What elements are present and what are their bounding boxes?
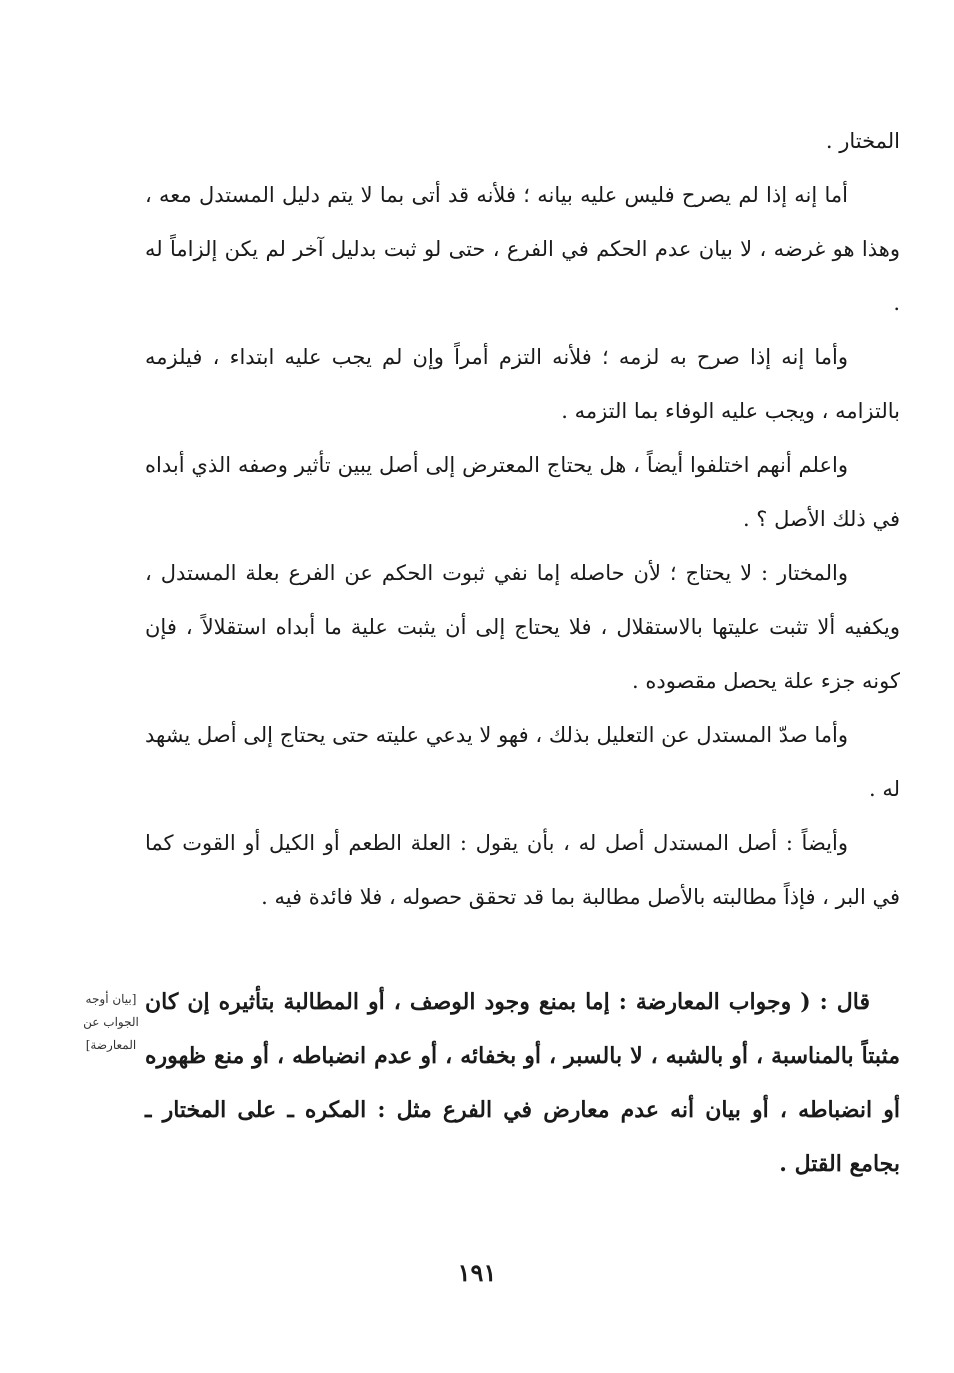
margin-note-line: [بيان أوجه xyxy=(85,992,137,1006)
margin-note-line: الجواب عن xyxy=(83,1015,139,1029)
margin-note-line: المعارضة] xyxy=(85,1038,137,1052)
paragraph: والمختار : لا يحتاج ؛ لأن حاصله إما نفي ثبوت الحكم عن الفرع بعلة المستدل ، ويكفيه ألا تثبت عليتها بالاستقلال ، فلا يحتاج إلى أن يثبت علية ما أبداه استقلالاً ، فإن كونه جزء علة يحصل مقصوده . xyxy=(145,561,900,693)
opening-line: المختار . xyxy=(825,129,900,153)
paragraph: وأما صدّ المستدل عن التعليل بذلك ، فهو لا يدعي عليته حتى يحتاج إلى أصل يشهد له . xyxy=(145,723,900,801)
margin-note xyxy=(78,988,144,1057)
paragraph: وأيضاً : أصل المستدل أصل له ، بأن يقول : العلة الطعم أو الكيل أو القوت كما في البر ، فإذاً مطالبته بالأصل مطالبة بما قد تحقق حصوله ، فلا فائدة فيه . xyxy=(145,831,900,909)
paragraph: واعلم أنهم اختلفوا أيضاً ، هل يحتاج المعترض إلى أصل يبين تأثير وصفه الذي أبداه في ذلك الأصل ؟ . xyxy=(145,453,900,531)
paragraph: وأما إنه إذا صرح به لزمه ؛ فلأنه التزم أمراً وإن لم يجب عليه ابتداء ، فيلزمه بالتزامه ، ويجب عليه الوفاء بما التزمه . xyxy=(145,345,900,423)
quote-paragraph: قال : ( وجواب المعارضة : إما بمنع وجود الوصف ، أو المطالبة بتأثيره إن كان مثبتاً بالمناسبة ، أو بالشبه ، لا بالسبر ، أو بخفائه ، أو عدم انضباطه ، أو منع ظهوره أو انضباطه ، أو بيان أنه عدم معارض في الفرع مثل : المكره ـ على المختار ـ بجامع القتل . xyxy=(145,989,900,1177)
paragraph: أما إنه إذا لم يصرح فليس عليه بيانه ؛ فلأنه قد أتى بما لا يتم دليل المستدل معه ، وهذا هو غرضه ، لا بيان عدم الحكم في الفرع ، حتى لو ثبت بدليل آخر لم يكن إلزاماً له . xyxy=(145,183,900,315)
quoted-text xyxy=(145,975,900,1191)
main-text xyxy=(145,114,900,924)
page-number: ١٩١ xyxy=(457,1258,497,1287)
